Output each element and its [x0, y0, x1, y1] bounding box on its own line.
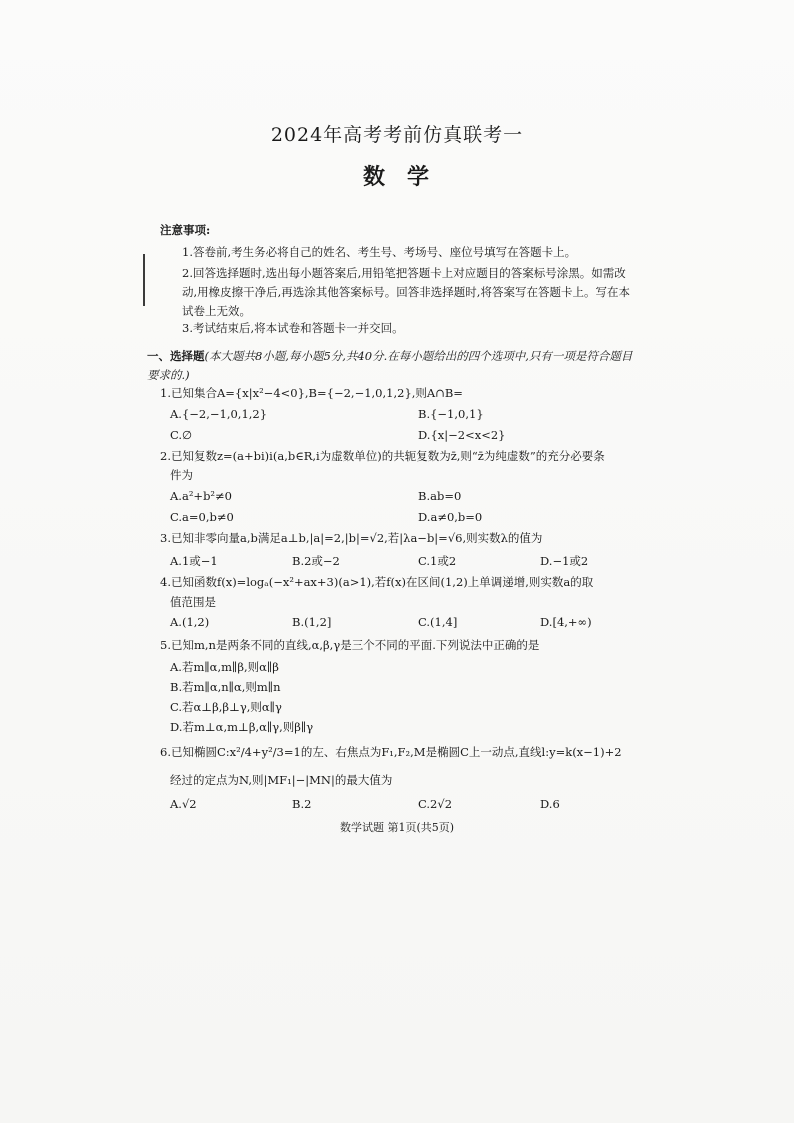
- exam-title: 2024年高考考前仿真联考一: [270, 124, 524, 146]
- question-1-stem: 1.已知集合A={x|x²−4<0},B={−2,−1,0,1,2},则A∩B=: [160, 386, 463, 400]
- question-6-option-d: D.6: [540, 797, 560, 811]
- question-4-option-b: B.(1,2]: [292, 615, 332, 629]
- section-description: (本大题共8小题,每小题5分,共40分.在每小题给出的四个选项中,只有一项是符合题目要求的.): [147, 349, 633, 382]
- question-3-option-d: D.−1或2: [540, 554, 589, 568]
- question-2-option-d: D.a≠0,b=0: [418, 510, 483, 524]
- notice-item-3: 3.考试结束后,将本试卷和答题卡一并交回。: [182, 321, 404, 335]
- question-3-stem: 3.已知非零向量a,b满足a⊥b,|a|=2,|b|=√2,若|λa−b|=√6,则实数λ的值为: [160, 531, 543, 545]
- question-4-option-a: A.(1,2): [170, 615, 210, 629]
- question-1-option-b: B.{−1,0,1}: [418, 407, 484, 421]
- exam-subject: 数学: [362, 164, 451, 190]
- question-2-option-b: B.ab=0: [418, 489, 462, 503]
- notice-heading: 注意事项:: [160, 223, 211, 237]
- question-2-stem: 2.已知复数z=(a+bi)i(a,b∈R,i为虚数单位)的共轭复数为z̄,则“z̄为纯虚数”的充分必要条: [160, 449, 605, 463]
- question-1-option-a: A.{−2,−1,0,1,2}: [170, 407, 268, 421]
- scan-edge-mark: [143, 254, 145, 306]
- question-3-option-b: B.2或−2: [292, 554, 340, 568]
- question-1-option-d: D.{x|−2<x<2}: [418, 428, 506, 442]
- question-4-option-d: D.[4,+∞): [540, 615, 592, 629]
- question-2-stem-continued: 件为: [170, 468, 193, 482]
- question-5-option-d: D.若m⊥α,m⊥β,α∥γ,则β∥γ: [170, 720, 314, 734]
- section-title: 一、选择题: [147, 349, 205, 363]
- question-3-option-a: A.1或−1: [170, 554, 218, 568]
- question-5-stem: 5.已知m,n是两条不同的直线,α,β,γ是三个不同的平面.下列说法中正确的是: [160, 638, 540, 652]
- question-4-stem-continued: 值范围是: [170, 595, 216, 609]
- question-6-option-c: C.2√2: [418, 797, 453, 811]
- question-4-option-c: C.(1,4]: [418, 615, 458, 629]
- question-6-option-a: A.√2: [170, 797, 197, 811]
- question-4-stem: 4.已知函数f(x)=logₐ(−x²+ax+3)(a>1),若f(x)在区间(1,2)上单调递增,则实数a的取: [160, 575, 594, 589]
- notice-item-1: 1.答卷前,考生务必将自己的姓名、考生号、考场号、座位号填写在答题卡上。: [182, 245, 577, 259]
- section-heading: [147, 347, 637, 385]
- question-6-stem: 6.已知椭圆C:x²/4+y²/3=1的左、右焦点为F₁,F₂,M是椭圆C上一动点,直线l:y=k(x−1)+2: [160, 745, 622, 759]
- question-5-option-a: A.若m∥α,m∥β,则α∥β: [170, 660, 279, 674]
- question-6-option-b: B.2: [292, 797, 312, 811]
- question-6-stem-continued: 经过的定点为N,则|MF₁|−|MN|的最大值为: [170, 773, 393, 787]
- question-2-option-a: A.a²+b²≠0: [170, 489, 232, 503]
- question-2-option-c: C.a=0,b≠0: [170, 510, 234, 524]
- page-footer: 数学试题 第1页(共5页): [339, 821, 455, 834]
- question-5-option-c: C.若α⊥β,β⊥γ,则α∥γ: [170, 700, 282, 714]
- question-5-option-b: B.若m∥α,n∥α,则m∥n: [170, 680, 281, 694]
- notice-item-2: 2.回答选择题时,选出每小题答案后,用铅笔把答题卡上对应题目的答案标号涂黑。如需改动,用橡皮擦干净后,再选涂其他答案标号。回答非选择题时,将答案写在答题卡上。写在本试卷上无效。: [182, 266, 630, 318]
- question-3-option-c: C.1或2: [418, 554, 457, 568]
- question-1-option-c: C.∅: [170, 428, 193, 442]
